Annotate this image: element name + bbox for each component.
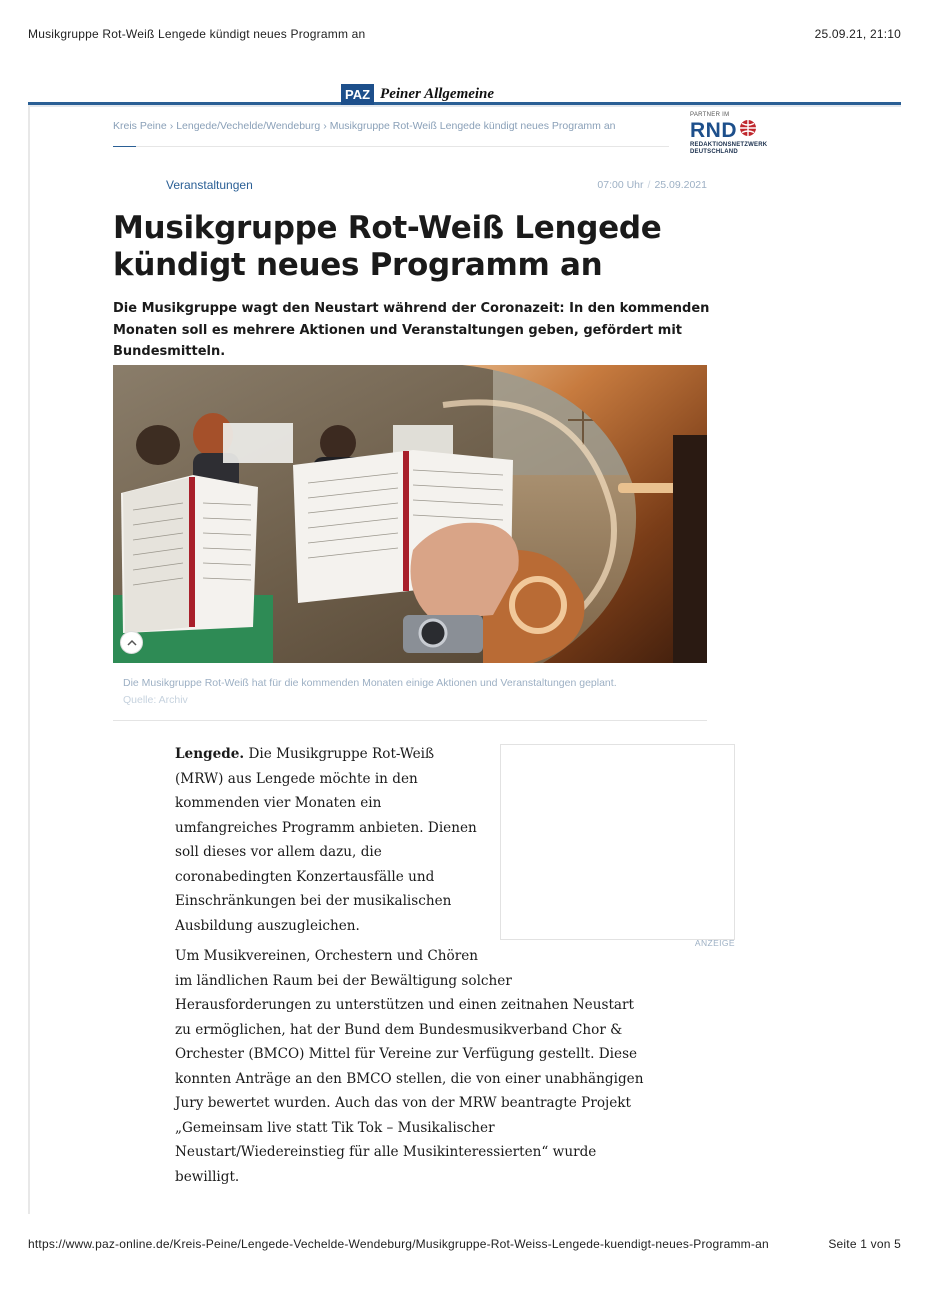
image-caption-text: Die Musikgruppe Rot-Weiß hat für die kommenden Monaten einige Aktionen und Veranstaltungen geplant. [123, 677, 617, 689]
article-page [28, 85, 901, 1214]
rnd-sub-line2: DEUTSCHLAND [690, 149, 738, 155]
rnd-mark [690, 119, 780, 142]
print-url: https://www.paz-online.de/Kreis-Peine/Lengede-Vechelde-Wendeburg/Musikgruppe-Rot-Weiss-Lengede-kuendigt-neues-Programm-an [28, 1237, 769, 1251]
ad-label: ANZEIGE [694, 937, 735, 948]
breadcrumb-rule-accent [113, 146, 136, 147]
print-footer [28, 1237, 901, 1251]
print-header [28, 27, 901, 41]
breadcrumb [113, 120, 616, 132]
rnd-sub-line1: REDAKTIONSNETZWERK [690, 142, 768, 148]
caption-rule [113, 720, 707, 721]
hero-photo [113, 365, 707, 663]
left-rule [28, 105, 30, 1214]
article-dateline [597, 179, 707, 191]
image-caption [123, 675, 703, 709]
rnd-partner-logo[interactable] [690, 112, 780, 156]
article-paragraph-2: Um Musikvereinen, Orchestern und Chören im ländlichen Raum bei der Bewältigung solcher Herausforderungen zu unterstützen und einen zeitnahen Neustart zu ermöglichen, hat der Bund dem Bundesmusikverband Chor & Orchester (BMCO) Mittel für Vereine zur Verfügung gestellt. Diese konnten Anträge an den BMCO stellen, die von einer unabhängigen Jury bewertet wurden. Auch das von der MRW beantragte Projekt „Gemeinsam live statt Tik Tok – Musikalischer Neustart/Wiedereinstieg für alle Musikinteressierten“ wurde bewilligt. [175, 948, 644, 1185]
article-paragraph-1-text: Die Musikgruppe Rot-Weiß (MRW) aus Lengede möchte in den kommenden vier Monaten ein umfangreiches Programm anbieten. Dienen soll dieses vor allem dazu, die coronabedingten Konzertausfälle und Einschränkungen bei der musikalischen Ausbildung auszugleichen. [175, 746, 477, 934]
paz-logo[interactable] [341, 84, 494, 104]
article-date: 25.09.2021 [654, 179, 707, 191]
hero-image[interactable] [113, 365, 707, 663]
paz-logo-mark: PAZ [341, 84, 374, 105]
article-body [175, 742, 735, 1195]
date-separator: / [647, 179, 651, 191]
article-teaser: Die Musikgruppe wagt den Neustart während der Coronazeit: In den kommenden Monaten soll es mehrere Aktionen und Veranstaltungen geben, gefördert mit Bundesmitteln. [113, 301, 710, 359]
paz-logo-wordmark: Peiner Allgemeine [380, 85, 495, 102]
ad-slot[interactable] [500, 744, 735, 948]
image-source: Quelle: Archiv [123, 694, 188, 706]
breadcrumb-separator: › [323, 120, 327, 132]
chevron-up-icon [127, 639, 137, 646]
breadcrumb-item-kreis-peine[interactable]: Kreis Peine [113, 120, 167, 132]
article-time: 07:00 Uhr [597, 179, 644, 191]
print-title: Musikgruppe Rot-Weiß Lengede kündigt neues Programm an [28, 27, 366, 41]
breadcrumb-rule [113, 146, 669, 147]
rnd-letters: RND [690, 118, 737, 142]
top-bar-shadow [28, 105, 901, 107]
breadcrumb-separator: › [169, 120, 174, 132]
print-page-number: Seite 1 von 5 [828, 1237, 901, 1251]
image-expand-button[interactable] [120, 631, 143, 654]
rnd-partner-label: PARTNER IM [690, 112, 730, 118]
breadcrumb-item-current[interactable]: Musikgruppe Rot-Weiß Lengede kündigt neues Programm an [329, 120, 616, 132]
print-datetime: 25.09.21, 21:10 [814, 27, 901, 41]
article-headline: Musikgruppe Rot-Weiß Lengede kündigt neues Programm an [113, 210, 662, 283]
globe-icon [739, 119, 757, 142]
article-dateline-place: Lengede. [175, 746, 245, 762]
article-category[interactable]: Veranstaltungen [166, 178, 253, 192]
breadcrumb-item-lengede[interactable]: Lengede/Vechelde/Wendeburg [176, 120, 321, 132]
